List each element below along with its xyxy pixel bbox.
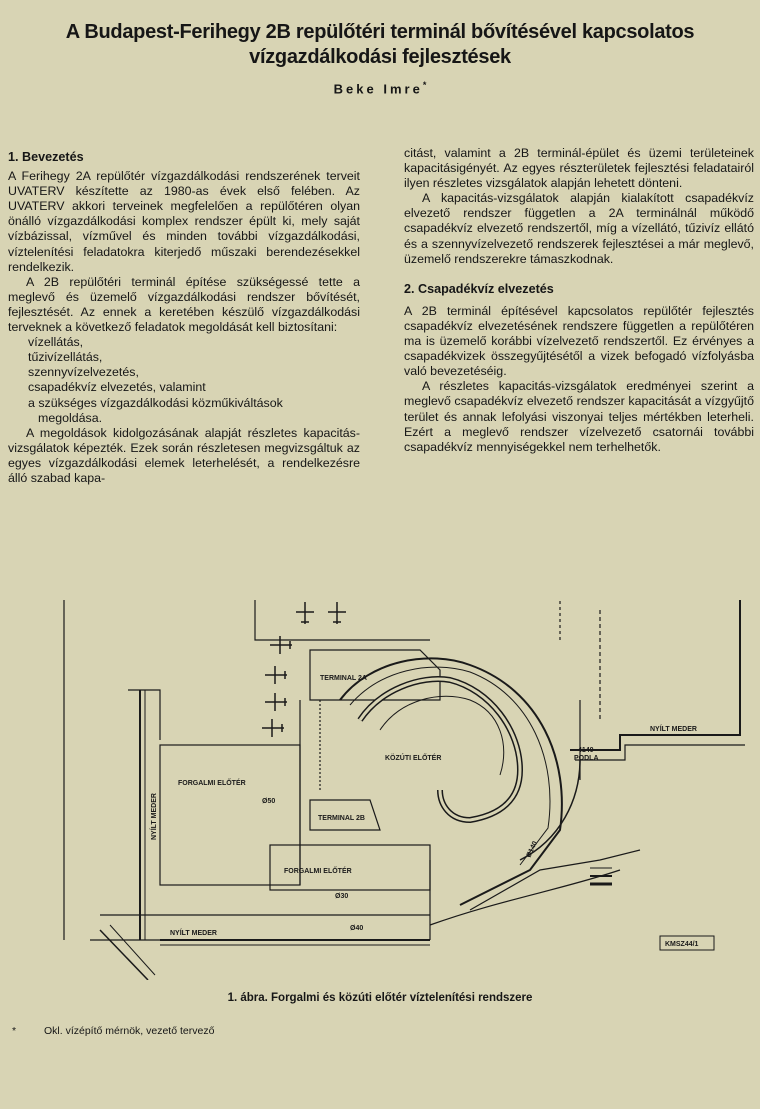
list-item: vízellátás, [28, 335, 84, 350]
label-nyilt-meder-right: NYÍLT MEDER [650, 726, 697, 733]
label-terminal-2a: TERMINAL 2A [320, 675, 367, 682]
airplane-icon [328, 602, 346, 624]
label-nyilt-meder-bottom: NYÍLT MEDER [170, 930, 217, 937]
title-line-1: A Budapest-Ferihegy 2B repülőtéri terminál bővítésével kapcsolatos [65, 21, 695, 43]
site-drainage-map [0, 590, 760, 980]
section-2-paragraph-2: A részletes kapacitás-vizsgálatok eredményei szerint a meglevő csapadékvíz elvezető rendszer kapacitását a vízgyűjtő terület és annak lefolyási viszonyai teljes mértékben leterheli. Ezért a meglevő rendszer vízelvezető csatornái további csapadékvíz mennyiségekkel nem terhelhetők. [404, 379, 754, 454]
author-name: Beke Imre [333, 81, 423, 97]
author-footnote-mark: * [422, 80, 427, 90]
title-line-2: vízgazdálkodási fejlesztések [249, 46, 511, 68]
map-boundary-line [255, 600, 430, 640]
section-1-heading: 1. Bevezetés [8, 150, 84, 164]
inner-road [380, 696, 504, 775]
section-1-paragraph-2: A 2B repülőtéri terminál építése szükségessé tette a meglevő és üzemelő vízgazdálkodási rendszer bővítését, fejlesztését. Az ennek a keretében készülő vízgazdálkodási terveknek a következő feladatok megoldását kell biztosítani: [8, 274, 360, 335]
footnote-text: Okl. vízépítő mérnök, vezető tervező [44, 1025, 215, 1037]
text-column-left [8, 150, 360, 486]
article-title [0, 20, 760, 70]
list-item: csapadékvíz elvezetés, valamint [28, 380, 206, 395]
label-kozuti-eloter: KÖZÚTI ELŐTÉR [385, 755, 442, 762]
text-column-right [404, 146, 754, 455]
label-terminal-2b: TERMINAL 2B [318, 815, 365, 822]
label-forgalmi-eloter-1: FORGALMI ELŐTÉR [178, 780, 246, 787]
section-1-paragraph-1: A Ferihegy 2A repülőtér vízgazdálkodási rendszerének terveit UVATERV készítette az 1980-as évek első felében. Az UVATERV akkori terveinek megfelelően a repülőtéren olyan önálló vízgazdálkodási komplex rendszer épült ki, mely saját vízbázissal, vízművel és minden további vízgazdálkodási, víztelenítési feladatokra kiterjedő műszaki berendezésekkel rendelkezik. [8, 169, 360, 274]
figure-caption: 1. ábra. Forgalmi és közúti előtér víztelenítési rendszere [227, 992, 533, 1004]
airplane-icon [265, 666, 287, 684]
list-item: a szükséges vízgazdálkodási közműkiváltások [28, 395, 283, 410]
section-1-paragraph-4: citást, valamint a 2B terminál-épület és üzemi területeinek kapacitásigényét. Az egyes részterületek fejlesztési feladatairól ilyen részletes vizsgálatok alapján lehetett dönteni. [404, 146, 754, 191]
airplane-icon [262, 719, 284, 737]
airplane-icon [296, 602, 314, 624]
label-code-podla: PODLA [574, 755, 599, 762]
list-item-continuation: megoldása. [38, 410, 103, 425]
label-code-40: Ø40 [350, 925, 364, 932]
label-code-4140: 4140 [578, 747, 594, 754]
author-line [0, 80, 760, 96]
legend [590, 868, 612, 884]
label-code-650: Ø50 [262, 798, 276, 805]
section-1-paragraph-5: A kapacitás-vizsgálatok alapján kialakított csapadékvíz elvezető rendszer független a 2A terminálnál működő csapadékvíz elvezető rendszertől, míg a vízellátó, tűzivíz ellátó és a szennyvízelvezető rendszerek fejlesztései a már meglevő, üzemelő rendszerekre támaszkodnak. [404, 191, 754, 266]
label-drawing-id: KMSZ44/1 [665, 941, 699, 948]
list-item: szennyvízelvezetés, [28, 365, 139, 380]
label-code-630: Ø30 [335, 893, 349, 900]
section-2-heading: 2. Csapadékvíz elvezetés [404, 281, 554, 296]
airplane-icons [262, 602, 346, 737]
label-nyilt-meder-vertical: NYÍLT MEDER [151, 793, 158, 840]
forgalmi-eloter-area [160, 745, 300, 885]
airplane-icon [270, 636, 292, 654]
list-item: tűzivízellátás, [28, 350, 103, 365]
footnote [12, 1025, 214, 1037]
section-2-paragraph-1: A 2B terminál építésével kapcsolatos repülőtér fejlesztés csapadékvíz elvezetésének rendszere független a repülőtéren ma is üzemelő korábbi vízelvezető rendszertől. Ez érvényes a csapadékvizek összegyűjtésétől a vizek befogadó vízfolyásba való bevezetéséig. [404, 303, 754, 379]
label-code-140: Ø140 [525, 840, 540, 859]
footnote-mark: * [12, 1025, 17, 1037]
airplane-icon [265, 693, 287, 711]
section-1-paragraph-3: A megoldások kidolgozásának alapját részletes kapacitás-vizsgálatok képezték. Ezek során részletesen megvizsgáltuk az egyes vízgazdálkodási elemek leterhelését, a rendelkezésre álló szabad kapa- [8, 425, 360, 485]
label-forgalmi-eloter-2: FORGALMI ELŐTÉR [284, 868, 352, 875]
